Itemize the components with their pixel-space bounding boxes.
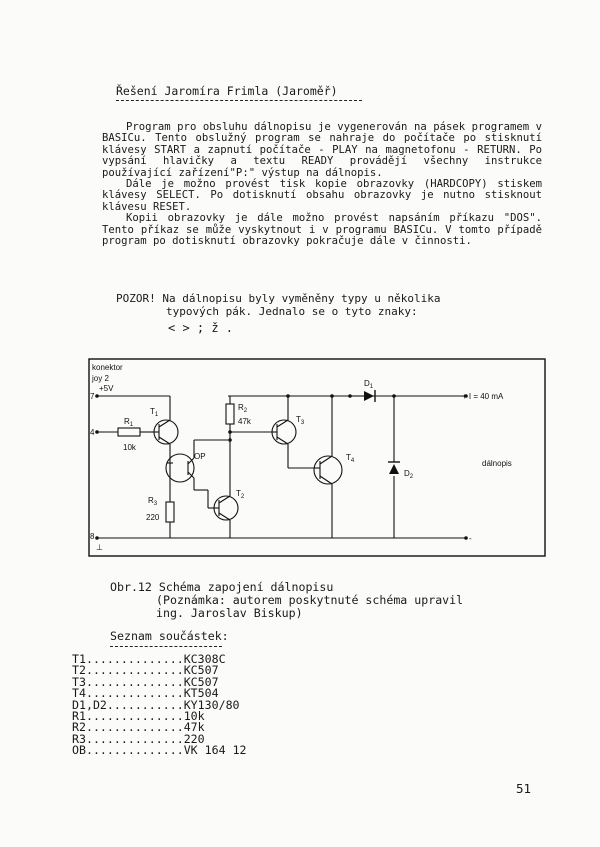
part-value: KT504	[183, 686, 219, 701]
body-text	[102, 122, 542, 247]
part-value: KC308C	[183, 652, 226, 666]
heading-underline	[116, 100, 362, 101]
dot-leader: ..............	[85, 720, 184, 735]
article-heading: Řešení Jaromíra Frimla (Jaroměř)	[116, 84, 338, 98]
pin7-label: 7	[90, 392, 95, 401]
pin4-label: 4	[90, 428, 95, 437]
part-name: T3	[72, 674, 86, 689]
dot-leader: ..............	[85, 709, 184, 724]
part-value: 10k	[183, 709, 205, 724]
paragraph-1: Program pro obsluhu dálnopisu je vygenerován na pásek programem v BASICu. Tento obslužný program se nahraje do počítače po stisknutí klávesy START a zapnutí počítače - PLAY na magnetofonu - RETURN. Po vypsání hlavičky a textu READY provádějí všechny instrukce používající zařízení"P:" výstup na dálnopis.	[102, 121, 542, 179]
dot-leader: ..............	[85, 674, 184, 689]
d1-label: $D_1$	[364, 379, 374, 390]
connector-label: konektor	[92, 363, 123, 372]
part-value: 47k	[183, 720, 205, 735]
joy-label: joy 2	[92, 374, 109, 383]
part-name: T4	[72, 686, 86, 701]
part-name: R2	[72, 720, 86, 735]
parts-heading: Seznam součástek:	[110, 629, 229, 643]
part-name: D1,D2	[72, 697, 107, 712]
warning-block	[116, 292, 441, 335]
part-name: OB	[72, 743, 86, 758]
part-name: R3	[72, 731, 86, 746]
d2-label: $D_2$	[404, 469, 414, 480]
pin8-label: 8	[90, 532, 95, 541]
dot-leader: ..............	[85, 686, 184, 701]
part-value: KC507	[183, 674, 219, 689]
t4-label: $T_4$	[346, 453, 355, 464]
r3-value: 220	[146, 513, 160, 522]
warning-line-1: POZOR! Na dálnopisu byly vyměněny typy u několika	[116, 292, 441, 305]
dot-leader: ..............	[85, 731, 184, 746]
dot-leader: ..............	[85, 652, 184, 666]
dot-leader: ...........	[106, 697, 184, 712]
part-value: 220	[183, 731, 205, 746]
r2-value: 47k	[238, 417, 251, 426]
part-name: T1	[72, 652, 86, 666]
warning-chars: < > ; ž .	[168, 321, 234, 335]
r1-value: 10k	[123, 443, 136, 452]
t3-label: $T_3$	[296, 415, 305, 426]
part-value: KC507	[183, 663, 219, 678]
minus-label: -	[469, 534, 472, 543]
paragraph-3: Kopii obrazovky je dále možno provést napsáním příkazu "DOS". Tento příkaz se může vyskytnout i v programu BASICu. V tomto případě program po dotisknutí obrazovky pokračuje dále v činnosti.	[102, 212, 542, 248]
t2-label: $T_2$	[236, 489, 245, 500]
caption-line-3: ing. Jaroslav Biskup)	[156, 606, 303, 620]
r3-label: $R_3$	[148, 496, 158, 507]
current-label: + I = 40 mA	[462, 392, 504, 401]
parts-row	[72, 745, 247, 756]
op-label: OP	[194, 452, 206, 461]
dot-leader: ..............	[85, 663, 184, 678]
caption-line-2: (Poznámka: autorem poskytnuté schéma upravil	[156, 593, 464, 607]
part-name: T2	[72, 663, 86, 678]
part-name: R1	[72, 709, 86, 724]
dot-leader: ..............	[85, 743, 184, 758]
plus5v-label: +5V	[99, 384, 114, 393]
t1-label: $T_1$	[150, 407, 159, 418]
part-value: VK 164 12	[183, 743, 247, 758]
parts-underline	[110, 646, 222, 647]
circuit-diagram	[88, 358, 546, 558]
r2-label: $R_2$	[238, 403, 248, 414]
caption-line-1: Obr.12 Schéma zapojení dálnopisu	[110, 580, 334, 594]
figure-caption	[110, 581, 463, 620]
page-number: 51	[516, 781, 532, 796]
paragraph-2: Dále je možno provést tisk kopie obrazovky (HARDCOPY) stiskem klávesy SELECT. Po dotisknutí obsahu obrazovky je nutno stisknout klávesu RESET.	[102, 178, 542, 213]
part-value: KY130/80	[183, 697, 240, 712]
warning-line-2: typových pák. Jednalo se o tyto znaky:	[166, 305, 418, 318]
dalnopis-label: dálnopis	[482, 459, 512, 468]
ground-label: ⊥	[96, 543, 103, 552]
parts-list	[72, 654, 247, 757]
r1-label: $R_1$	[124, 417, 134, 428]
